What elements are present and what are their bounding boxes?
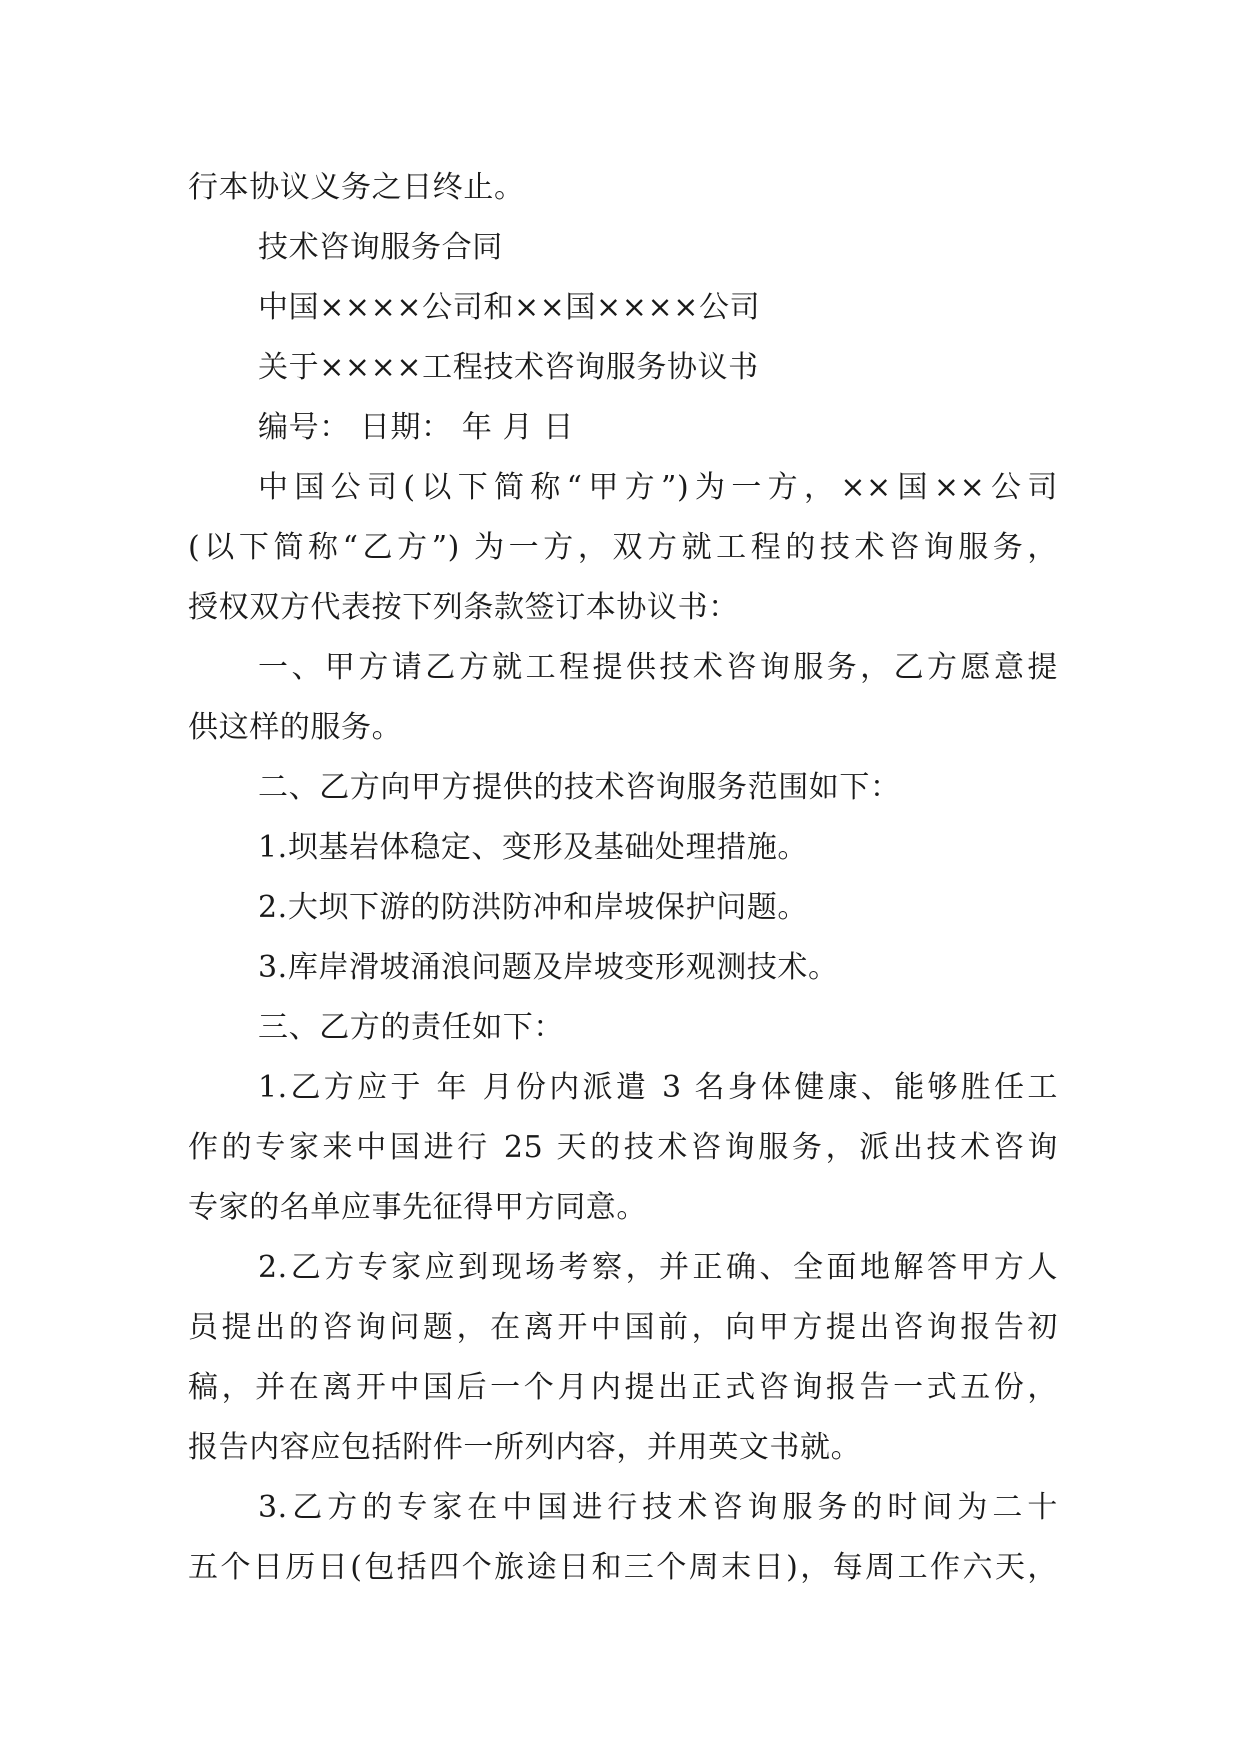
paragraph-line: 五个日历日(包括四个旅途日和三个周末日)，每周工作六天， — [188, 1550, 1058, 1585]
agreement-title: 关于××××工程技术咨询服务协议书 — [258, 350, 759, 385]
list-item: 3.库岸滑坡涌浪问题及岸坡变形观测技术。 — [258, 950, 839, 985]
document-body — [188, 158, 1058, 1598]
clause-three-heading: 三、乙方的责任如下： — [258, 1010, 564, 1045]
paragraph-line: 稿，并在离开中国后一个月内提出正式咨询报告一式五份， — [188, 1370, 1058, 1405]
contract-title: 技术咨询服务合同 — [258, 230, 503, 265]
clause-two-heading: 二、乙方向甲方提供的技术咨询服务范围如下： — [258, 770, 901, 805]
list-item: 1.坝基岩体稳定、变形及基础处理措施。 — [258, 830, 809, 865]
paragraph-line: 行本协议义务之日终止。 — [188, 170, 525, 205]
paragraph-line: 2.乙方专家应到现场考察，并正确、全面地解答甲方人 — [258, 1250, 1058, 1285]
paragraph-line: 3.乙方的专家在中国进行技术咨询服务的时间为二十 — [258, 1490, 1058, 1525]
paragraph-line: 中国公司(以下简称“甲方”)为一方，××国××公司 — [258, 470, 1058, 505]
number-date-line: 编号： 日期： 年 月 日 — [258, 410, 574, 445]
clause-one-line: 一、甲方请乙方就工程提供技术咨询服务，乙方愿意提 — [258, 650, 1058, 685]
paragraph-line: 员提出的咨询问题，在离开中国前，向甲方提出咨询报告初 — [188, 1310, 1058, 1345]
paragraph-line: 专家的名单应事先征得甲方同意。 — [188, 1190, 647, 1225]
paragraph-line: 报告内容应包括附件一所列内容，并用英文书就。 — [188, 1430, 862, 1465]
paragraph-line: (以下简称“乙方”) 为一方，双方就工程的技术咨询服务， — [188, 530, 1058, 565]
paragraph-line: 1.乙方应于 年 月份内派遣 3 名身体健康、能够胜任工 — [258, 1070, 1058, 1105]
list-item: 2.大坝下游的防洪防冲和岸坡保护问题。 — [258, 890, 809, 925]
paragraph-line: 作的专家来中国进行 25 天的技术咨询服务，派出技术咨询 — [188, 1130, 1058, 1165]
clause-one-line: 供这样的服务。 — [188, 710, 403, 745]
paragraph-line: 授权双方代表按下列条款签订本协议书： — [188, 590, 739, 625]
parties-heading: 中国××××公司和××国××××公司 — [258, 290, 761, 325]
